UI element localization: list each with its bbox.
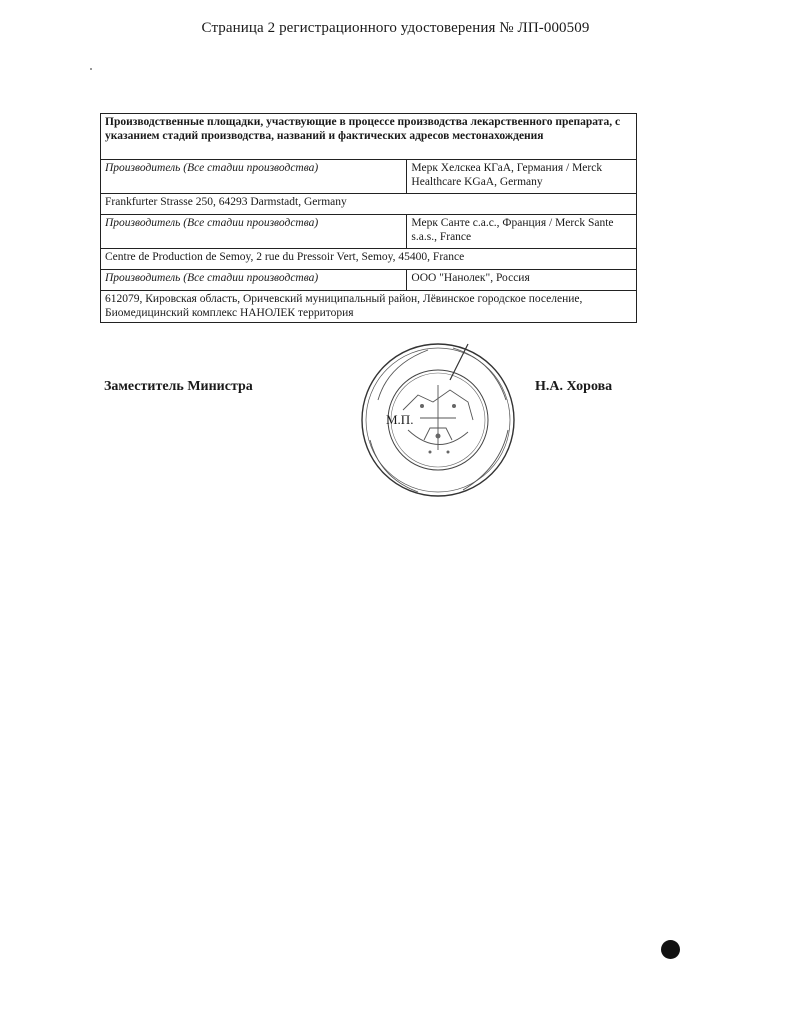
site-role: Производитель (Все стадии производства) — [101, 160, 407, 194]
table-row — [101, 270, 637, 291]
table-row — [101, 249, 637, 270]
site-name: Мерк Хелскеа КГаА, Германия / Merck Healthcare KGaA, Germany — [407, 160, 637, 194]
table-row — [101, 215, 637, 249]
site-name: Мерк Санте с.а.с., Франция / Merck Sante s.a.s., France — [407, 215, 637, 249]
table-heading: Производственные площадки, участвующие в процессе производства лекарственного препарата, с указанием стадий производства, названий и фактических адресов местонахождения — [101, 114, 637, 160]
production-sites-table — [100, 113, 637, 323]
official-seal-stamp — [358, 340, 518, 500]
table-heading-row — [101, 114, 637, 160]
site-role: Производитель (Все стадии производства) — [101, 215, 407, 249]
signatory-name: Н.А. Хорова — [535, 379, 613, 394]
site-name: ООО "Нанолек", Россия — [407, 270, 637, 291]
site-address: Frankfurter Strasse 250, 64293 Darmstadt, Germany — [101, 194, 637, 215]
table-row — [101, 194, 637, 215]
site-address: 612079, Кировская область, Оричевский муниципальный район, Лёвинское городское поселение, Биомедицинский комплекс НАНОЛЕК территория — [101, 291, 637, 323]
table-row — [101, 160, 637, 194]
table-row — [101, 291, 637, 323]
site-address: Centre de Production de Semoy, 2 rue du Pressoir Vert, Semoy, 45400, France — [101, 249, 637, 270]
scan-dot-mark — [661, 940, 680, 959]
stamp-mp-mark: М.П. — [386, 412, 414, 427]
scan-speck — [90, 68, 92, 70]
signatory-position: Заместитель Министра — [104, 379, 253, 394]
site-role: Производитель (Все стадии производства) — [101, 270, 407, 291]
page-header-title: Страница 2 регистрационного удостоверения № ЛП-000509 — [201, 20, 590, 36]
